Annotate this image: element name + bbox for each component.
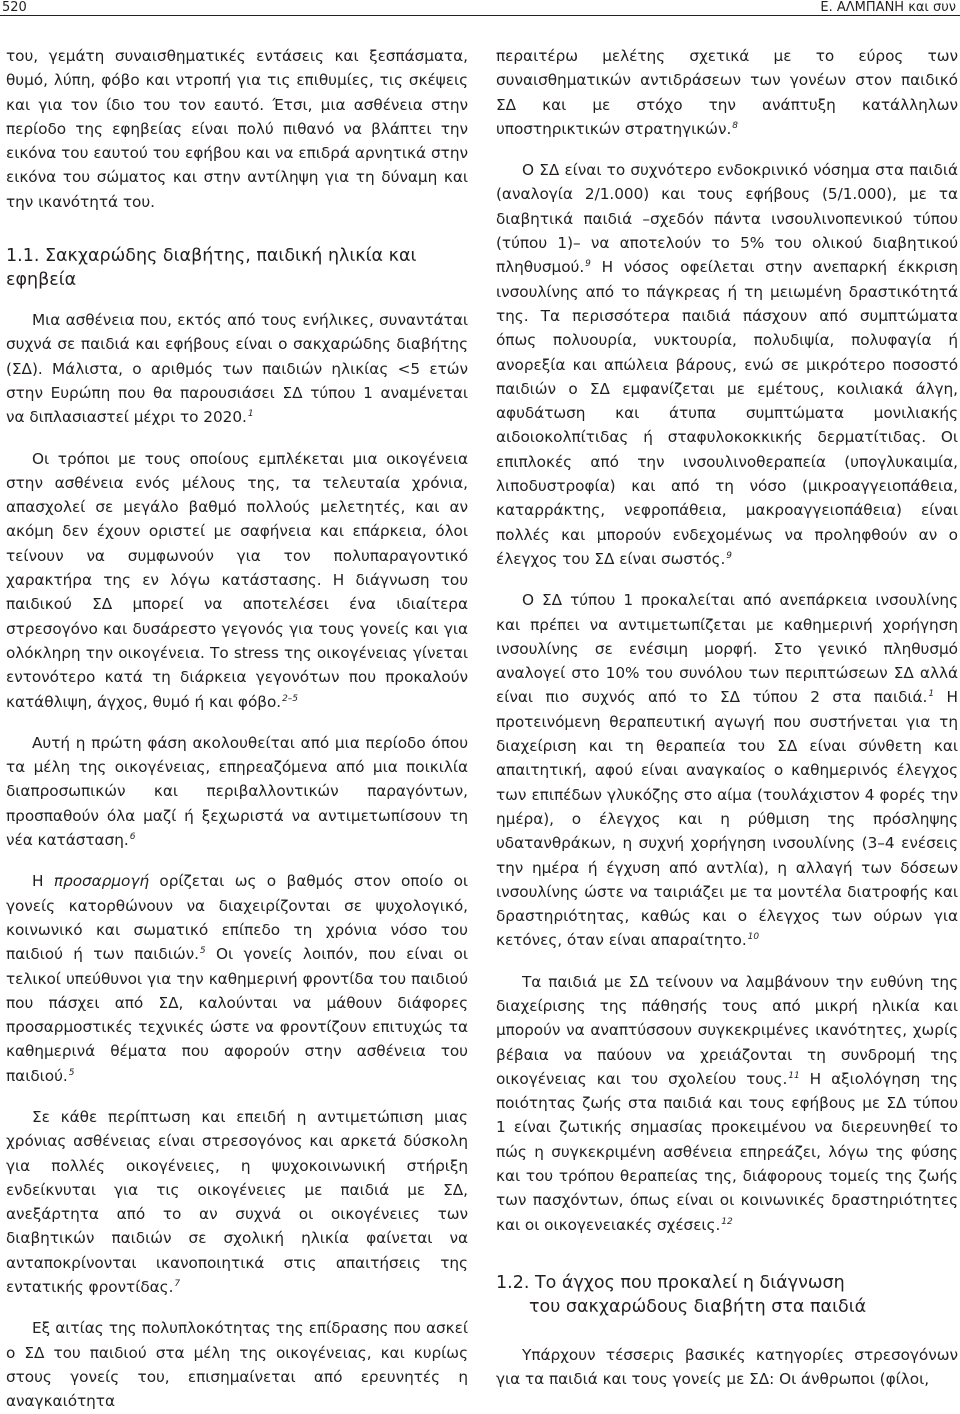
term-emphasis: προσαρμογή [53, 872, 149, 891]
page-number: 520 [2, 0, 27, 15]
citation-ref: 9 [585, 259, 591, 270]
paragraph: Μια ασθένεια που, εκτός από τους ενήλικες, συναντάται συχνά σε παιδιά και εφήβους είναι ο σακχαρώδης διαβήτης (ΣΔ). Μάλιστα, ο αριθμός των παιδιών ηλικίας <5 ετών στην Ευρώπη που θα παρουσιάσει ΣΔ τύπου 1 αναμένεται να διπλασιαστεί μέχρι το 2020.$^1$ [6, 311, 468, 427]
citation-ref: 9 [726, 550, 732, 561]
paragraph: Υπάρχουν τέσσερις βασικές κατηγορίες στρεσογόνων για τα παιδιά και τους γονείς με ΣΔ: Οι άνθρωποι (φίλοι, [496, 1345, 958, 1389]
citation-ref: 10 [747, 932, 760, 943]
section-heading-1-2 [496, 1271, 958, 1319]
section-heading-line: του σακχαρώδους διαβήτη στα παιδιά [529, 1296, 867, 1317]
citation-ref: 1 [247, 409, 254, 420]
paragraph: Εξ αιτίας της πολυπλοκότητας της επίδρασης που ασκεί ο ΣΔ του παιδιού στα μέλη της οικογένειας, και κυρίως στους γονείς του, επισημαίνεται από ερευνητές η αναγκαιότητα [6, 1319, 468, 1411]
paragraph: του, γεμάτη συναισθηματικές εντάσεις και ξεσπάσματα, θυμό, λύπη, φόβο και ντροπή για τις επιθυμίες, τις σκέψεις και για τον ίδιο του τον εαυτό. Έτσι, μια ασθένεια στην περίοδο της εφηβείας είναι πολύ πιθανό να βλάπτει την εικόνα του εαυτού του εφήβου και να επιδρά αρνητικά στην εικόνα του σώματος και στην αντίληψη για τη δύναμη και την ικανότητά του. [6, 47, 468, 211]
page-header [0, 0, 960, 22]
paragraph: Οι τρόποι με τους οποίους εμπλέκεται μια οικογένεια στην ασθένεια ενός μέλους της, τα τελευταία χρόνια, απασχολεί σε μεγάλο βαθμό πολλούς μελετητές, και αν ακόμη δεν έχουν οριστεί με σαφήνεια και επάρκεια, όλοι τείνουν να συμφωνούν για τον πολυπαραγοντικό χαρακτήρα της εν λόγω κατάστασης. Η διάγνωση του παιδικού ΣΔ μπορεί να αποτελέσει ένα ιδιαίτερα στρεσογόνο και δυσάρεστο γεγονός για τους γονείς και για ολόκληρη την οικογένεια. Το stress της οικογένειας γίνεται εντονότερο κατά τη διάρκεια γεγονότων που προκαλούν κατάθλιψη, άγχος, θυμό ή και φόβο.$^{2-5}$ [6, 449, 468, 711]
citation-ref: 5 [199, 946, 206, 957]
paragraph: Τα παιδιά με ΣΔ τείνουν να λαμβάνουν την ευθύνη της διαχείρισης της πάθησής τους από μικρή ηλικία και μπορούν να αναπτύσσουν συγκεκριμένες ικανότητες, χωρίς βέβαια να παύουν να χρειάζονται τη συνδρομή της οικογένειας και του σχολείου τους.$^{11}$ Η αξιολόγηση της ποιότητας ζωής στα παιδιά και τους εφήβους με ΣΔ τύπου 1 είναι ζωτικής σημασίας προκειμένου να διερευνηθεί το πώς η συγκεκριμένη ασθένεια επηρεάζει, λόγω της φύσης και του τρόπου θεραπείας της, διάφορους τομείς της ζωής των πασχόντων, όπως είναι οι κοινωνικές δραστηριότητες και οι οικογενειακές σχέσεις.$^{12}$ [496, 972, 958, 1234]
citation-ref: 1 [928, 689, 935, 700]
running-head: Ε. ΑΛΜΠΑΝΗ και συν [820, 0, 956, 15]
section-heading-1-1: 1.1. Σακχαρώδης διαβήτης, παιδική ηλικία και εφηβεία [6, 246, 417, 291]
paragraph: περαιτέρω μελέτης σχετικά με το εύρος των συναισθηματικών αντιδράσεων των γονέων στον παιδικό ΣΔ και με στόχο την ανάπτυξη κατάλληλων υποστηρικτικών στρατηγικών.$^8$ [496, 47, 958, 138]
paragraph: Αυτή η πρώτη φάση ακολουθείται από μια περίοδο όπου τα μέλη της οικογένειας, επηρεαζόμενα από μια ποικιλία διαπροσωπικών και περιβαλλοντικών παραγόντων, προσπαθούν όλα μαζί ή ξεχωριστά να αντιμετωπίσουν τη νέα κατάσταση.$^6$ [6, 733, 468, 850]
left-column [6, 44, 468, 1414]
citation-ref: 8 [732, 120, 738, 131]
paragraph: Σε κάθε περίπτωση και επειδή η αντιμετώπιση μιας χρόνιας ασθένειας είναι στρεσογόνος και αρκετά δύσκολη για πολλές οικογένειες, η ψυχοκοινωνική στήριξη ενδείκνυται για τις οικογένειες με παιδιά με ΣΔ, ανεξάρτητα από το αν συχνά οι οικογένειες των διαβητικών παιδιών σε σχολική ηλικία φαίνεται να ανταποκρίνονται ικανοποιητικά στις απαιτήσεις της εντατικής φροντίδας.$^7$ [6, 1107, 468, 1297]
citation-ref: 12 [721, 1216, 733, 1227]
paragraph: Ο ΣΔ είναι το συχνότερο ενδοκρινικό νόσημα στα παιδιά (αναλογία 2/1.000) και τους εφήβους (5/1.000), με τα διαβητικά παιδιά –σχεδόν πάντα ινσουλινοπενικού τύπου (τύπου 1)– να αποτελούν το 5% του ολικού διαβητικού πληθυσμού.$^9$ Η νόσος οφείλεται στην ανεπαρκή έκκριση ινσουλίνης από το πάγκρεας ή τη μειωμένη δραστικότητά της. Τα περισσότερα παιδιά πάσχουν από συμπτώματα όπως πολυουρία, νυκτουρία, πολυδιψία, πολυφαγία ή ανορεξία και απώλεια βάρους, ενώ σε μικρότερο ποσοστό παιδιών ο ΣΔ εμφανίζεται με εμέτους, κοιλιακά άλγη, αφυδάτωση και άτυπα συμπτώματα μονιλιακής αιδοιοκολπίτιδας ή σταφυλοκοκκικής δερματίτιδας. Οι επιπλοκές από την ινσουλινοθεραπεία (υπογλυκαιμία, λιποδυστροφία) και από τη νόσο (μικροαγγειοπάθεια, καταρράκτης, νεφροπάθεια, μακροαγγειοπάθεια) είναι πολλές και μπορούν ενδεχομένως να προληφθούν αν ο έλεγχος του ΣΔ είναι σωστός.$^9$ [496, 161, 958, 568]
paragraph: Η προσαρμογή ορίζεται ως ο βαθμός στον οποίο οι γονείς κατορθώνουν να διαχειρίζονται σε ψυχολογικό, κοινωνικό και σωματικό επίπεδο τη χρόνια νόσο του παιδιού ή των παιδιών.$^5$ Οι γονείς λοιπόν, που είναι οι τελικοί υπεύθυνοι για την καθημερινή φροντίδα του παιδιού που πάσχει από ΣΔ, καλούνται να μάθουν διάφορες προσαρμοστικές τεχνικές ώστε να φροντίζουν επιτυχώς τα καθημερινά θέματα που αφορούν στην ασθένεια του παιδιού.$^5$ [6, 872, 468, 1085]
citation-ref: 11 [788, 1070, 800, 1081]
header-rule [0, 15, 960, 16]
citation-ref: 6 [129, 832, 136, 843]
section-heading-line: 1.2. Το άγχος που προκαλεί η διάγνωση [496, 1272, 845, 1293]
right-column [496, 44, 958, 1392]
paragraph: Ο ΣΔ τύπου 1 προκαλείται από ανεπάρκεια ινσουλίνης και πρέπει να αντιμετωπίζεται με καθημερινή χορήγηση ινσουλίνης σε ενέσιμη μορφή. Στο γενικό πληθυσμό αναλογεί στο 10% του συνόλου των περιπτώσεων ΣΔ αλλά είναι πιο συχνός από το ΣΔ τύπου 2 στα παιδιά.$^1$ Η προτεινόμενη θεραπευτική αγωγή που συστήνεται για τη διαχείριση και τη θεραπεία του ΣΔ είναι σύνθετη και απαιτητική, αφού είναι αναγκαίος ο καθημερινός έλεγχος των επιπέδων γλυκόζης στο αίμα (τουλάχιστον 4 φορές την ημέρα), ο έλεγχος και η ρύθμιση της πρόσληψης υδατανθράκων, η συχνή χορήγηση ινσουλίνης (3–4 ενέσεις την ημέρα ή έγχυση από αντλία), η αλλαγή των δόσεων ινσουλίνης ώστε να ταιριάζει με τα μοντέλα διατροφής και δραστηριότητας, καθώς και ο έλεγχος των ούρων για κετόνες, όταν είναι απαραίτητο.$^{10}$ [496, 591, 958, 950]
citation-ref: 5 [68, 1067, 75, 1078]
citation-ref: 7 [174, 1279, 181, 1290]
citation-ref: 2–5 [282, 693, 298, 704]
